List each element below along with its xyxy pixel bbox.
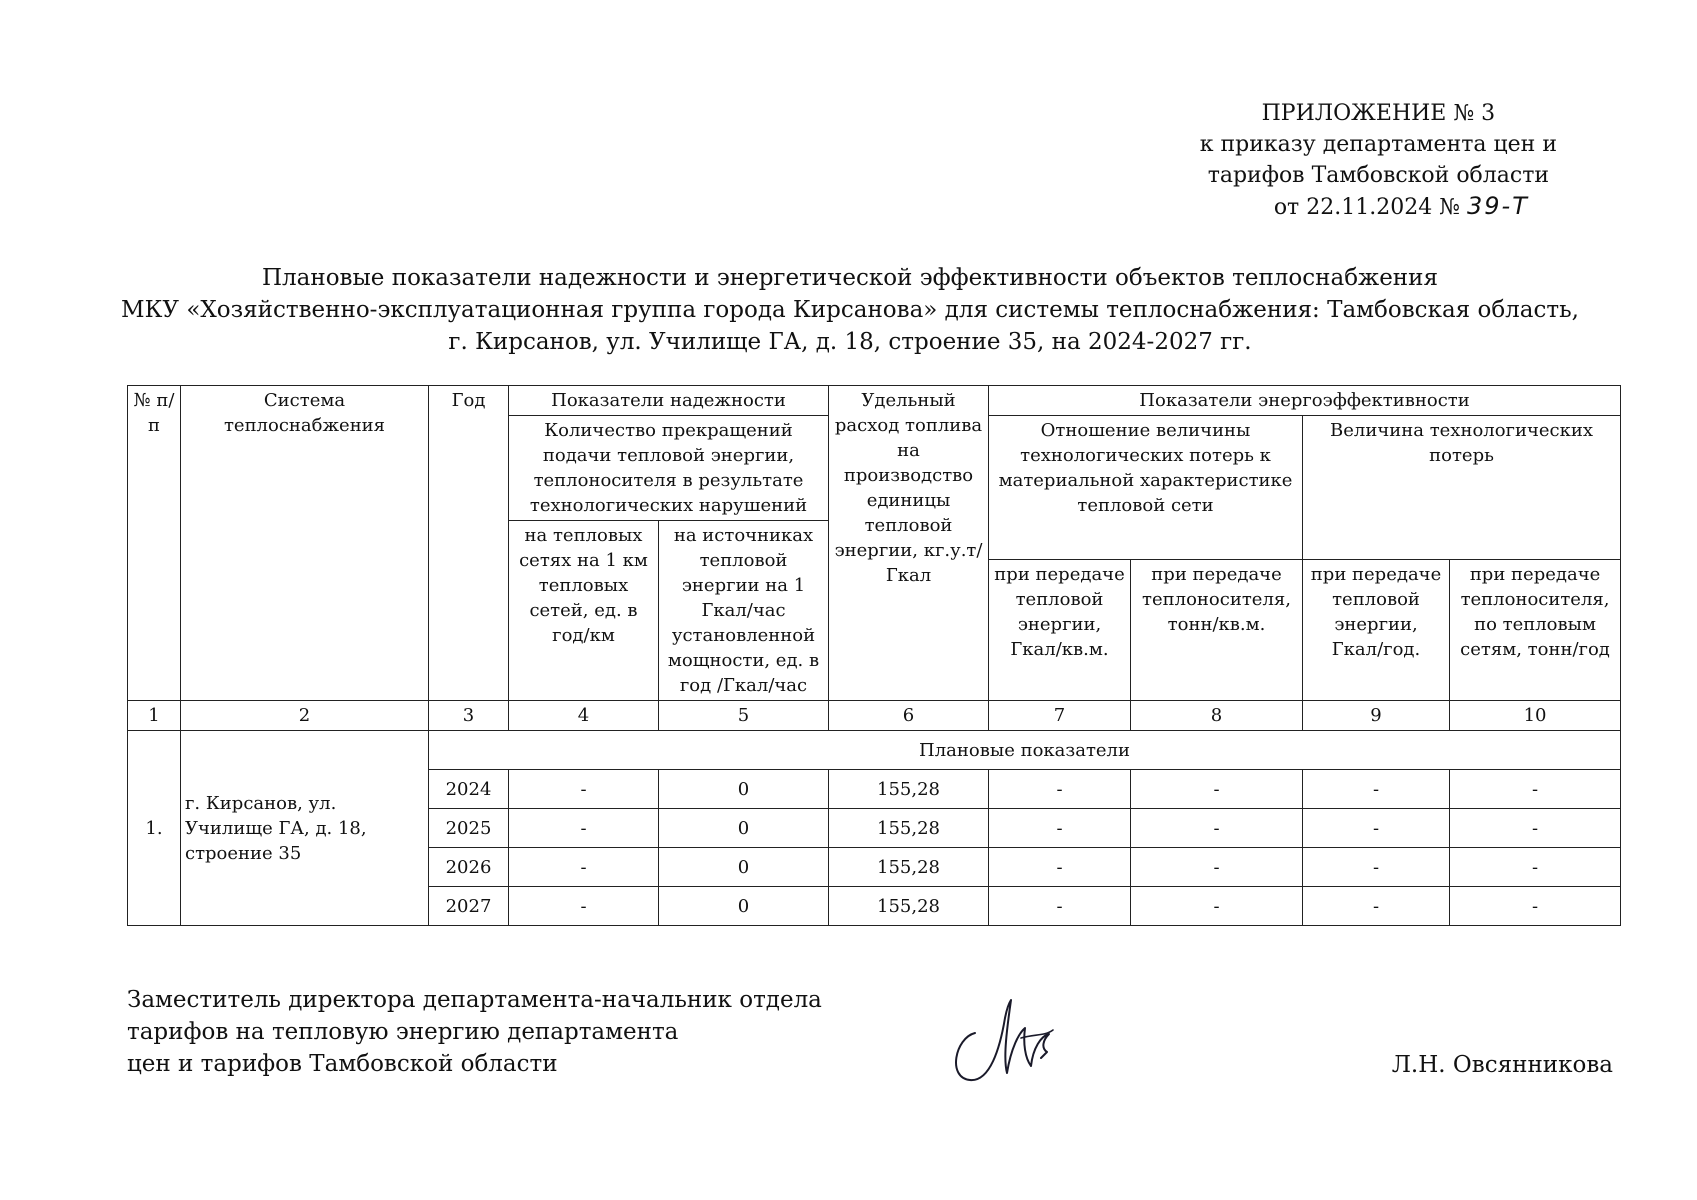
header-loss-ratio: Отношение величины технологических потерь к материальной характеристике тепловой сети bbox=[989, 416, 1303, 560]
position-line-1: Заместитель директора департамента-начальник отдела bbox=[127, 987, 822, 1013]
title-line-3: г. Кирсанов, ул. Училище ГА, д. 18, строение 35, на 2024-2027 гг. bbox=[448, 329, 1252, 355]
handwritten-order-number: 39-Т bbox=[1467, 192, 1529, 220]
year-cell: 2025 bbox=[429, 809, 509, 848]
cell-col10: - bbox=[1450, 809, 1621, 848]
column-numbers-row bbox=[128, 701, 1621, 731]
header-energy-efficiency: Показатели энергоэффективности bbox=[989, 386, 1621, 416]
column-number: 1 bbox=[128, 701, 181, 731]
appendix-header bbox=[1200, 98, 1557, 223]
cell-col7: - bbox=[989, 770, 1131, 809]
header-col10: при передаче теплоносителя, по тепловым сетям, тонн/год bbox=[1450, 560, 1621, 701]
cell-col9: - bbox=[1303, 770, 1450, 809]
row-number: 1. bbox=[128, 731, 181, 926]
title-line-2: МКУ «Хозяйственно-эксплуатационная группа города Кирсанова» для системы теплоснабжения: Тамбовская область, bbox=[121, 297, 1579, 323]
section-label: Плановые показатели bbox=[429, 731, 1621, 770]
year-cell: 2026 bbox=[429, 848, 509, 887]
handwritten-signature bbox=[945, 978, 1075, 1088]
cell-col9: - bbox=[1303, 887, 1450, 926]
column-number: 3 bbox=[429, 701, 509, 731]
cell-col6: 155,28 bbox=[829, 848, 989, 887]
cell-col5: 0 bbox=[659, 770, 829, 809]
cell-col5: 0 bbox=[659, 848, 829, 887]
cell-col4: - bbox=[509, 809, 659, 848]
signer-name: Л.Н. Овсянникова bbox=[1391, 1052, 1613, 1078]
title-line-1: Плановые показатели надежности и энергетической эффективности объектов теплоснабжения bbox=[262, 265, 1438, 291]
column-number: 5 bbox=[659, 701, 829, 731]
header-col8: при передаче теплоносителя, тонн/кв.м. bbox=[1131, 560, 1303, 701]
header-interruptions: Количество прекращений подачи тепловой энергии, теплоносителя в результате технологических нарушений bbox=[509, 416, 829, 521]
cell-col8: - bbox=[1131, 809, 1303, 848]
cell-col4: - bbox=[509, 848, 659, 887]
header-fuel-rate: Удельный расход топлива на производство единицы тепловой энергии, кг.у.т/Гкал bbox=[829, 386, 989, 701]
appendix-date: от 22.11.2024 № bbox=[1273, 195, 1460, 220]
cell-col4: - bbox=[509, 770, 659, 809]
cell-col9: - bbox=[1303, 848, 1450, 887]
cell-col9: - bbox=[1303, 809, 1450, 848]
header-on-networks: на тепловых сетях на 1 км тепловых сетей, ед. в год/км bbox=[509, 521, 659, 701]
cell-col10: - bbox=[1450, 887, 1621, 926]
appendix-subtitle-2: тарифов Тамбовской области bbox=[1207, 163, 1550, 188]
column-number: 8 bbox=[1131, 701, 1303, 731]
cell-col8: - bbox=[1131, 887, 1303, 926]
system-name: г. Кирсанов, ул. Училище ГА, д. 18, строение 35 bbox=[181, 731, 429, 926]
signatory-position bbox=[127, 984, 822, 1080]
cell-col7: - bbox=[989, 887, 1131, 926]
year-cell: 2027 bbox=[429, 887, 509, 926]
cell-col4: - bbox=[509, 887, 659, 926]
year-cell: 2024 bbox=[429, 770, 509, 809]
cell-col7: - bbox=[989, 848, 1131, 887]
appendix-title: ПРИЛОЖЕНИЕ № 3 bbox=[1261, 101, 1496, 126]
cell-col5: 0 bbox=[659, 887, 829, 926]
header-loss-value: Величина технологических потерь bbox=[1303, 416, 1621, 560]
cell-col8: - bbox=[1131, 770, 1303, 809]
appendix-subtitle-1: к приказу департамента цен и bbox=[1199, 132, 1557, 157]
section-row bbox=[128, 731, 1621, 770]
cell-col8: - bbox=[1131, 848, 1303, 887]
appendix-date-line bbox=[1200, 191, 1557, 223]
column-number: 7 bbox=[989, 701, 1131, 731]
column-number: 6 bbox=[829, 701, 989, 731]
header-reliability: Показатели надежности bbox=[509, 386, 829, 416]
position-line-3: цен и тарифов Тамбовской области bbox=[127, 1051, 558, 1077]
header-col7: при передаче тепловой энергии, Гкал/кв.м. bbox=[989, 560, 1131, 701]
header-row-1 bbox=[128, 386, 1621, 416]
indicators-table bbox=[127, 385, 1621, 926]
cell-col10: - bbox=[1450, 848, 1621, 887]
cell-col7: - bbox=[989, 809, 1131, 848]
header-on-sources: на источниках тепловой энергии на 1 Гкал/час установленной мощности, ед. в год /Гкал/час bbox=[659, 521, 829, 701]
cell-col5: 0 bbox=[659, 809, 829, 848]
position-line-2: тарифов на тепловую энергию департамента bbox=[127, 1019, 679, 1045]
header-year: Год bbox=[429, 386, 509, 701]
header-system: Система теплоснабжения bbox=[181, 386, 429, 701]
header-num: № п/п bbox=[128, 386, 181, 701]
cell-col6: 155,28 bbox=[829, 887, 989, 926]
column-number: 10 bbox=[1450, 701, 1621, 731]
column-number: 4 bbox=[509, 701, 659, 731]
cell-col10: - bbox=[1450, 770, 1621, 809]
document-title bbox=[100, 262, 1600, 358]
column-number: 9 bbox=[1303, 701, 1450, 731]
column-number: 2 bbox=[181, 701, 429, 731]
header-col9: при передаче тепловой энергии, Гкал/год. bbox=[1303, 560, 1450, 701]
cell-col6: 155,28 bbox=[829, 770, 989, 809]
cell-col6: 155,28 bbox=[829, 809, 989, 848]
